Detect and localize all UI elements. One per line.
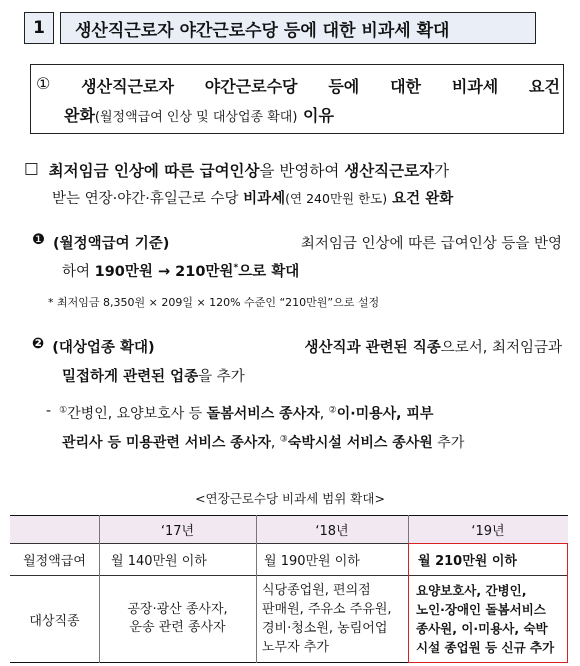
footnote-star: * [233,263,239,274]
item1-line2-a: 하여 [62,264,95,280]
highlight-frame [408,543,568,663]
table-cell: 월 190만원 이하 [264,553,360,569]
footnote: * 최저임금 8,350원 × 209일 × 120% 수준인 “210만원”으로 설정 [48,296,380,309]
item3-line2-d: 숙박시설 서비스 종사원 [287,435,433,451]
table-cell [99,575,256,663]
table-header-18: ‘18년 [256,515,408,543]
cell-line: 식당종업원, 편의점 [262,583,371,598]
item1-text: 최저임금 인상에 따른 급여인상 등을 반영 [300,236,562,252]
subsection-word: 요건 [529,77,560,96]
subsection-line1 [36,74,560,97]
para1-line2 [52,187,453,208]
item3-line2-b: 미용관련 서비스 종사자 [125,435,271,451]
table-row-label: 월정액급여 [23,553,86,569]
table-rule [10,515,568,516]
circled-number: ③ [279,434,288,445]
item3-sep: , [319,406,329,422]
subsection-paren-text: (월정액급여 인상 및 대상업종 확대) [94,110,298,125]
item1-line2-c: 으로 확대 [238,264,300,280]
cell-line: 종사원, 이·미용사, 숙박 [416,621,548,636]
item1-line2-b: 190만원 → 210만원 [94,264,234,280]
item3-line1 [46,403,562,423]
item1-line1 [32,232,562,253]
subsection-line2 [64,103,334,126]
para1-line1 [24,159,564,181]
item2-text: 으로서, 최저임금과 [440,340,562,356]
para1-line2-a: 받는 연장·야간·휴일근로 수당 [52,191,244,207]
para1-bold-1: 최저임금 인상에 따른 급여인상 [48,162,260,180]
item2-line2 [62,365,245,386]
square-bullet-icon: □ [24,159,39,177]
item3-line2-a: 관리사 등 [62,435,126,451]
table-header-19: ‘19년 [408,515,568,543]
circled-two-icon: ❷ [32,336,45,352]
item2-line2-text: 을 추가 [198,369,245,385]
cell-line: 시설 종업원 등 신규 추가 [416,640,555,655]
para1-text-2: 을 반영하여 [259,162,345,180]
subsection-word: 생산직근로자 [81,77,174,96]
comparison-table [10,515,568,663]
subsection-word: 등에 [328,77,360,96]
item3-line2-c: , [270,435,280,451]
table-col-rule [256,515,257,663]
table-cell-highlight: 월 210만원 이하 [418,553,517,569]
item3-line2-e: 추가 [432,435,465,451]
table-cell [256,575,408,663]
table-cell: 월 140만원 이하 [111,553,207,569]
para1-text-4: 가 [434,162,450,180]
table-header-17: ‘17년 [99,515,256,543]
circled-number: ① [59,405,68,416]
item2-line2-bold: 밀접하게 관련된 업종 [62,369,199,385]
cell-line: 경비·청소원, 농림어업 [262,621,388,636]
cell-line: 공장·광산 종사자, [127,602,228,617]
para1-line2-b: 비과세 [243,191,286,207]
subsection-word: 대한 [390,77,421,96]
item3-text-1: 간병인, 요양보호사 등 [67,406,207,422]
circled-one-icon: ❶ [32,232,45,248]
table-caption: <연장근로수당 비과세 범위 확대> [195,491,385,506]
para1-line2-c: (연 240만원 한도) [285,191,388,206]
para1-line2-d: 요건 완화 [387,191,454,207]
item3-bold-2: 이·미용사, 피부 [336,406,434,422]
item1-line2 [62,260,299,281]
cell-line: 노인·장애인 돌봄서비스 [416,602,546,617]
cell-line: 요양보호사, 간병인, [416,583,527,598]
cell-line: 판매원, 주유소 주유원, [262,602,392,617]
para1-bold-3: 생산직근로자 [344,162,435,180]
table-col-rule [99,515,100,663]
section-number: 1 [24,12,54,44]
subsection-word: 비과세 [451,77,499,96]
item1-heading: (월정액급여 기준) [53,236,170,252]
subsection-bold-text-2: 이유 [297,106,334,125]
cell-line: 노무자 추가 [262,640,329,655]
table-row-label: 대상직종 [29,613,80,629]
cell-line: 운송 관련 종사자 [129,620,226,635]
subsection-bold-text: 완화 [64,106,95,125]
item3-bold-1: 돌봄서비스 종사자 [206,406,320,422]
item2-heading: (대상업종 확대) [52,340,155,356]
dash-bullet: - [46,403,52,419]
subsection-marker: ① [36,74,51,93]
item2-bold: 생산직과 관련된 직종 [304,340,441,356]
subsection-word: 야간근로수당 [204,77,298,96]
section-title: 생산직근로자 야간근로수당 등에 대한 비과세 확대 [60,12,536,44]
item2-line1 [32,336,562,357]
circled-number: ② [328,405,337,416]
table-header-corner [10,515,99,543]
item3-line2 [62,432,464,452]
